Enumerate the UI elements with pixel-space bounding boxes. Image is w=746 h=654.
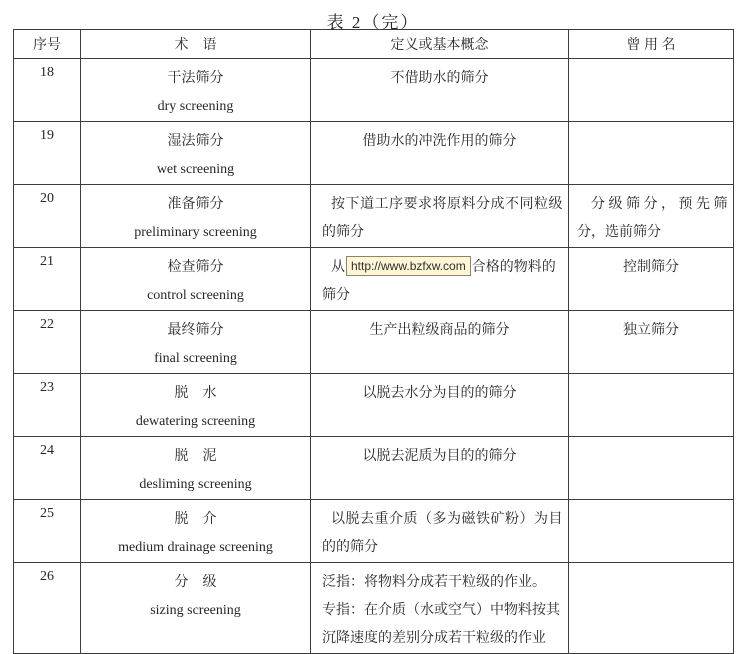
table-row <box>14 311 734 374</box>
definition-cell <box>311 500 569 563</box>
definition-line: 以脱去泥质为目的的筛分 <box>362 449 517 464</box>
term-en: control screening <box>147 288 244 303</box>
term-cn: 脱 泥 <box>174 449 217 464</box>
former-name-cell <box>569 374 734 437</box>
definition-line <box>311 254 568 282</box>
term-cell <box>81 563 311 654</box>
former-name-cell <box>569 500 734 563</box>
definition-cell <box>311 122 569 185</box>
term-cell <box>81 59 311 122</box>
definition-line: 筛分 <box>322 288 350 303</box>
table-row <box>14 500 734 563</box>
row-number: 19 <box>14 122 81 185</box>
term-en: final screening <box>154 351 237 366</box>
row-number: 23 <box>14 374 81 437</box>
term-cn: 脱 水 <box>174 386 217 401</box>
term-en: medium drainage screening <box>118 540 273 555</box>
definition-cell <box>311 437 569 500</box>
definition-cell <box>311 185 569 248</box>
former-name-line: 分，选前筛分 <box>577 225 661 240</box>
definition-cell <box>311 248 569 311</box>
table-row <box>14 437 734 500</box>
row-number: 20 <box>14 185 81 248</box>
header-cell-former-name: 曾 用 名 <box>569 30 734 59</box>
former-name-cell <box>569 563 734 654</box>
former-name-line: 分级筛分，预先筛 <box>591 197 731 212</box>
table-row <box>14 563 734 654</box>
header-cell-term: 术 语 <box>81 30 311 59</box>
term-en: wet screening <box>156 162 235 177</box>
terminology-table <box>13 29 734 654</box>
definition-line: 以脱去重介质（多为磁铁矿粉）为目 <box>331 512 563 527</box>
row-number: 24 <box>14 437 81 500</box>
former-name-cell <box>569 185 734 248</box>
former-name-cell <box>569 248 734 311</box>
table-row <box>14 374 734 437</box>
former-name-cell <box>569 122 734 185</box>
definition-line: 按下道工序要求将原料分成不同粒级 <box>331 197 563 212</box>
definition-text-after-watermark: 合格的物料的 <box>471 260 556 275</box>
row-number: 25 <box>14 500 81 563</box>
row-number: 22 <box>14 311 81 374</box>
row-number: 21 <box>14 248 81 311</box>
term-cn: 湿法筛分 <box>167 134 224 149</box>
term-en: desliming screening <box>139 477 252 492</box>
term-cell <box>81 122 311 185</box>
term-cell <box>81 500 311 563</box>
page-title: 表 2（完） <box>326 13 420 32</box>
term-en: dry screening <box>157 99 234 114</box>
definition-line: 专指：在介质（水或空气）中物料按其 <box>322 603 560 618</box>
definition-cell <box>311 374 569 437</box>
row-number: 26 <box>14 563 81 654</box>
former-name-cell <box>569 437 734 500</box>
term-en: sizing screening <box>150 603 241 618</box>
term-cell <box>81 185 311 248</box>
term-cn: 干法筛分 <box>167 71 224 86</box>
term-en: dewatering screening <box>135 414 256 429</box>
table-row <box>14 59 734 122</box>
definition-line: 的的筛分 <box>322 540 378 555</box>
term-cell <box>81 248 311 311</box>
term-en: preliminary screening <box>134 225 257 240</box>
term-cn: 脱 介 <box>174 512 217 527</box>
term-cell <box>81 374 311 437</box>
definition-line: 的筛分 <box>322 225 364 240</box>
header-row <box>14 30 734 59</box>
definition-line: 沉降速度的差别分成若干粒级的作业 <box>322 631 546 646</box>
definition-line: 不借助水的筛分 <box>390 71 489 86</box>
term-cn: 准备筛分 <box>167 197 224 212</box>
former-name-cell <box>569 311 734 374</box>
header-cell-no: 序号 <box>14 30 81 59</box>
definition-line: 以脱去水分为目的的筛分 <box>362 386 517 401</box>
term-cell <box>81 437 311 500</box>
definition-cell <box>311 311 569 374</box>
definition-line: 借助水的冲洗作用的筛分 <box>362 134 517 149</box>
term-cn: 最终筛分 <box>167 323 224 338</box>
watermark-link[interactable]: http://www.bzfxw.com <box>346 256 471 276</box>
table-row <box>14 185 734 248</box>
table-row <box>14 122 734 185</box>
former-name-line: 控制筛分 <box>623 260 679 275</box>
definition-cell <box>311 563 569 654</box>
row-number: 18 <box>14 59 81 122</box>
former-name-line: 独立筛分 <box>623 323 679 338</box>
term-cn: 分 级 <box>174 575 217 590</box>
definition-line: 生产出粒级商品的筛分 <box>369 323 510 338</box>
definition-cell <box>311 59 569 122</box>
term-cell <box>81 311 311 374</box>
definition-text-before-watermark: 从 <box>331 260 345 275</box>
definition-line: 泛指：将物料分成若干粒级的作业。 <box>322 575 546 590</box>
header-cell-definition: 定义或基本概念 <box>311 30 569 59</box>
former-name-cell <box>569 59 734 122</box>
table-row <box>14 248 734 311</box>
term-cn: 检查筛分 <box>167 260 224 275</box>
